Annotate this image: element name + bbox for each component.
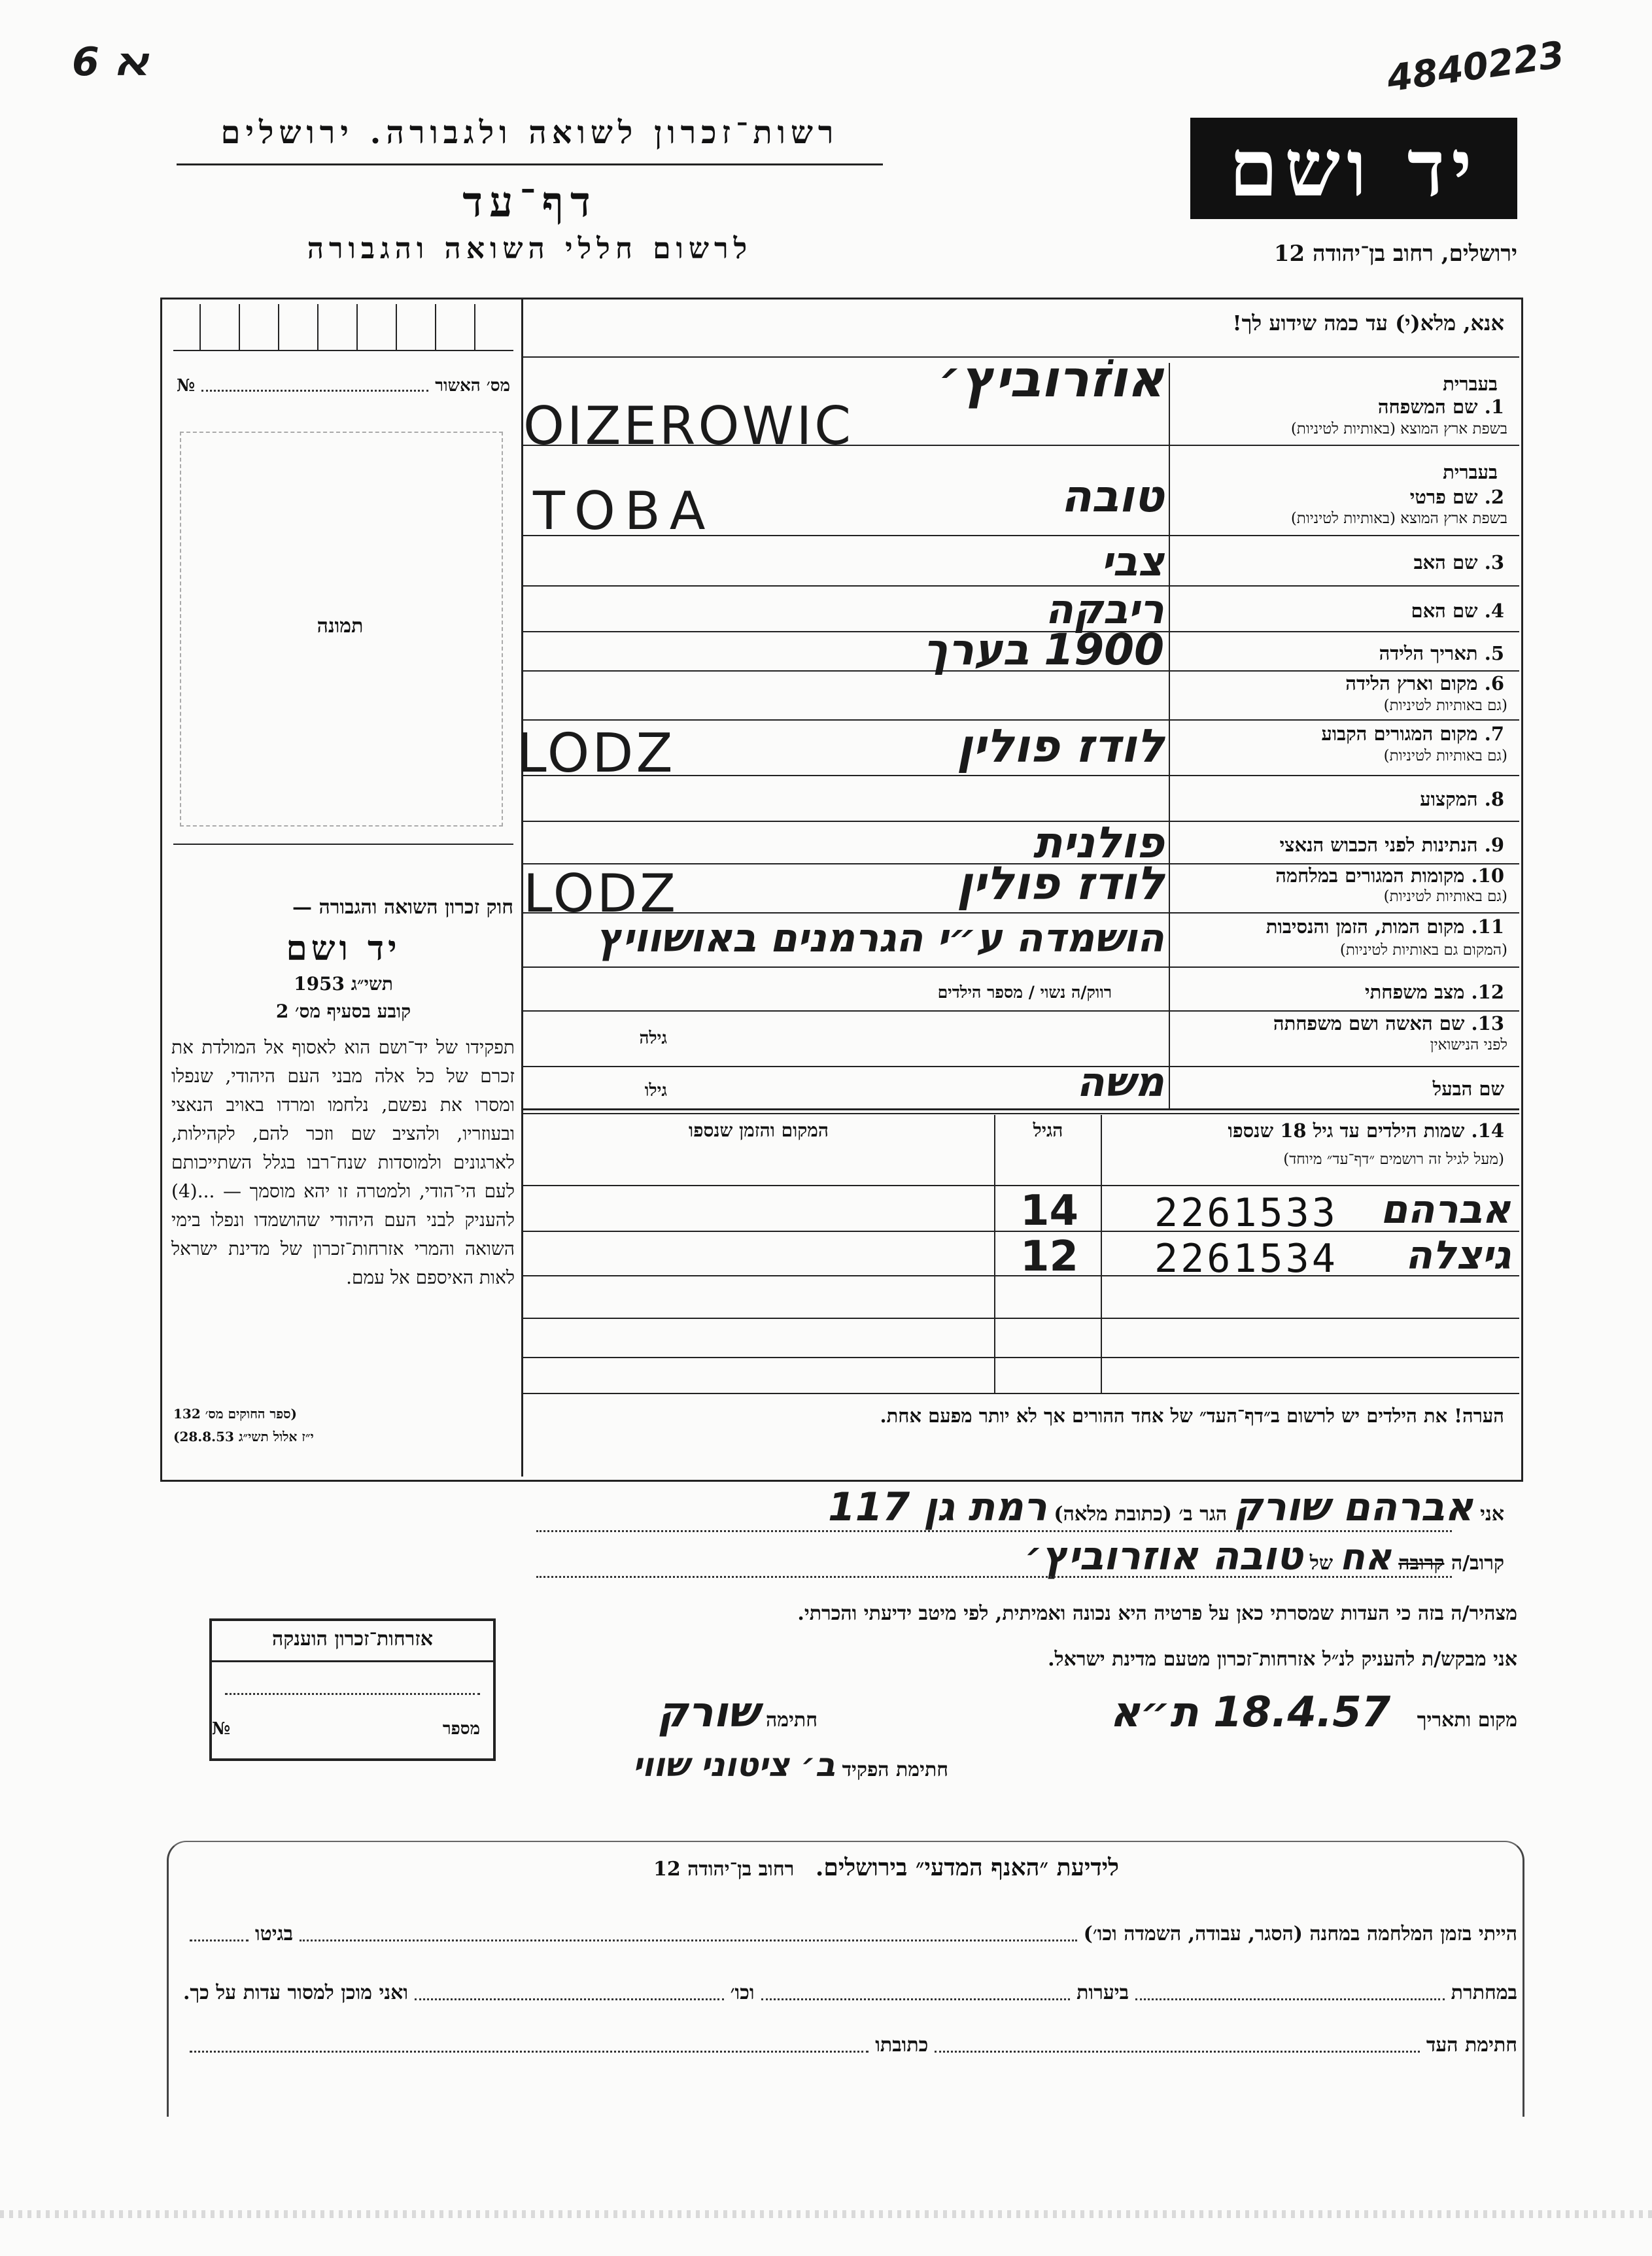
field-11-label: 11. מקום המות, הזמן והנסיבות — [1265, 915, 1504, 938]
law-section: קובע בסעיף מס׳ 2 — [275, 1000, 411, 1022]
residence-latin[interactable]: LODZ — [517, 723, 676, 785]
org-name: רשות־זכרון לשואה ולגבורה. ירושלים — [220, 114, 839, 151]
firstname-hebrew[interactable]: טובה — [1061, 471, 1164, 522]
husband-name[interactable]: משה — [1076, 1058, 1164, 1106]
form-title: דף־עד — [462, 178, 597, 227]
child-1-name[interactable]: אברהם — [1380, 1187, 1511, 1233]
citizenship-box — [209, 1618, 496, 1761]
field-3-label: 3. שם האב — [1413, 551, 1504, 573]
field-2-label: 2. שם פרטי — [1409, 486, 1504, 508]
field-1-sub: בשפת ארץ המוצא (באותיות לטיניות) — [1290, 420, 1507, 437]
field-1-label: 1. שם המשפחה — [1377, 396, 1504, 418]
field-6-sub: (גם באותיות לטיניות) — [1383, 697, 1507, 714]
nationality[interactable]: פולנית — [1033, 817, 1164, 868]
footer-line-1: הייתי בזמן המלחמה במחנה (הסגר, עבודה, השמדה וכו׳) בגיטו — [183, 1923, 1517, 1945]
declarant-line-2: קרוב/ה קרובה אח של טובה אוזרוביץ׳ — [1024, 1533, 1504, 1579]
approval-number — [177, 376, 510, 396]
birth-date[interactable]: 1900 בערך — [923, 624, 1164, 675]
age-header: הגיל — [1033, 1119, 1063, 1141]
child-2-name[interactable]: גיצלה — [1405, 1233, 1511, 1278]
field-7-label: 7. מקום המגורים הקבוע — [1321, 723, 1504, 745]
father-name[interactable]: צבי — [1101, 538, 1164, 585]
archive-number: 4840223 — [1384, 33, 1567, 101]
field-2-sub: בשפת ארץ המוצא (באותיות לטיניות) — [1290, 510, 1507, 527]
law-ref-1: (ספר החוקים מס׳ 132 — [173, 1406, 297, 1422]
husband-label: שם הבעל — [1432, 1078, 1504, 1100]
declarant-relation[interactable]: אח — [1339, 1536, 1392, 1579]
citizenship-box-number: מספר № — [212, 1719, 480, 1739]
field-13-label: 13. שם האשה ושם משפחתה — [1273, 1012, 1504, 1034]
wife-age-label: גילה — [639, 1029, 667, 1048]
code-boxes — [173, 304, 513, 351]
husband-age-label: גילו — [644, 1081, 667, 1101]
residence-hebrew[interactable]: לודז פולין — [957, 719, 1164, 773]
field-5-label: 5. תאריך הלידה — [1379, 642, 1504, 664]
place-header: המקום והזמן שנספו — [689, 1119, 829, 1141]
header-address: ירושלים, רחוב בן־יהודה 12 — [1273, 241, 1517, 267]
approval-label: מס׳ האשור — [435, 376, 510, 396]
law-text: תפקידו של יד־ושם הוא לאסוף אל המולדת את זכרם של כל אלה מבני העם היהודי, שנפלו ומסרו את נפשם, נלחמו ומרדו באויב הנאצי ובעוזריו, ולהציב שם וזכר להם, לקהילות, לארגונים ולמוסדות שנח־רבו בגלל השתייכותם לעם הי־הודי, ולמטרה זו יהא מוסמך — ...(4) להעניק לבני העם היהודי שהושמדו ונפלו בימי השואה והמרי אזרחות־זכרון של מדינת ישראל לאות האיספם אל עמם. — [171, 1036, 515, 1288]
request-text: אני מבקש/ת להעניק לנ״ל אזרחות־זכרון מטעם מדינת ישראל. — [1048, 1648, 1517, 1671]
children-sub: (מעל לגיל זה רושמים ״דף־עד״ מיוחד) — [1283, 1151, 1504, 1168]
field-12-printed: רווק/ה נשוי / מספר הילדים — [937, 983, 1112, 1002]
field-7-sub: (גם באותיות לטיניות) — [1383, 747, 1507, 764]
corner-mark: ﬡ 6 — [72, 39, 150, 85]
child-2-stamp: 2261534 — [1154, 1236, 1338, 1282]
declarant-address[interactable]: רמת גן 117 — [827, 1484, 1047, 1530]
children-label: 14. שמות הילדים עד גיל 18 שנספו — [1228, 1119, 1504, 1142]
footer-slip — [167, 1841, 1524, 2117]
field-11-sub: (המקום גם באותיות לטיניות) — [1339, 942, 1507, 959]
death-place[interactable]: הושמדה ע״י הגרמנים באושוויץ — [596, 915, 1164, 961]
child-1-stamp: 2261533 — [1154, 1190, 1338, 1236]
form-intro: אנא, מלא(י) עד כמה שידוע לך! — [1232, 311, 1504, 335]
child-1-age[interactable]: 14 — [1020, 1187, 1079, 1235]
field-12-label: 12. מצב משפחתי — [1365, 981, 1504, 1003]
in-hebrew-1: בעברית — [1443, 373, 1498, 395]
children-note: הערה! את הילדים יש לרשום ב״דף־העד״ של אחד ההורים אך לא יותר מפעם אחת. — [880, 1405, 1504, 1427]
footer-line-2: במחתרת ביערות וכו׳ ואני מוכן למסור עדות על כך. — [182, 1981, 1517, 2004]
approval-no-sign: № — [177, 376, 196, 396]
footer-title-row: לידיעת ״האנף המדעי״ בירושלים. רחוב בן־יהודה 12 — [653, 1854, 1119, 1881]
citizenship-box-title: אזרחות־זכרון הוענקה — [271, 1628, 434, 1650]
declarant-name[interactable]: אברהם שורק — [1233, 1484, 1473, 1530]
firstname-latin[interactable]: TOBA — [533, 481, 715, 541]
form-subtitle: לרשום חללי השואה והגבורה — [307, 232, 753, 265]
clerk-signature[interactable]: ב׳ ציטוני שווי — [632, 1746, 836, 1784]
deceased-name-repeat[interactable]: טובה אוזרוביץ׳ — [1024, 1533, 1303, 1579]
declaration-text: מצהיר/ה בזה כי העדות שמסרתי כאן על פרטיה היא נכונה ואמיתית, לפי מיטב ידיעתי והכרתי. — [797, 1602, 1517, 1625]
field-6-label: 6. מקום וארץ הלידה — [1345, 672, 1504, 694]
field-10-label: 10. מקומות המגורים במלחמה — [1275, 864, 1504, 887]
place-date-value[interactable]: 18.4.57 ת״א — [1109, 1688, 1391, 1737]
declarant-signature[interactable]: שורק — [657, 1688, 759, 1737]
law-title: חוק זכרון השואה והגבורה — — [292, 896, 513, 919]
declarant-line-1: אני אברהם שורק הגר ב׳ (כתובת מלאה) רמת גן 117 — [827, 1484, 1504, 1530]
place-date-row: מקום ותאריך 18.4.57 ת״א — [1109, 1688, 1517, 1737]
signature-row: חתימה שורק — [657, 1688, 817, 1737]
surname-latin[interactable]: OIZEROWIC — [523, 396, 854, 456]
law-ref-2: י״ז אלול תשי״ג 28.8.53) — [173, 1429, 314, 1444]
scan-artifact — [0, 2210, 1652, 2218]
wartime-residence-hebrew[interactable]: לודז פולין — [957, 857, 1164, 910]
field-4-label: 4. שם האם — [1411, 600, 1504, 622]
field-9-label: 9. הנתינות לפני הכבוש הנאצי — [1279, 834, 1504, 856]
in-hebrew-2: בעברית — [1443, 461, 1498, 483]
yad-vashem-logo: יד ושם — [1190, 118, 1517, 219]
surname-hebrew[interactable]: אוֹזרוביץ׳ — [938, 350, 1164, 409]
footer-line-3: חתימת העד כתובתו — [183, 2034, 1517, 2057]
law-year: תשי״ג 1953 — [294, 973, 393, 995]
clerk-row: חתימת הפקיד ב׳ ציטוני שווי — [632, 1746, 948, 1784]
photo-label: תמונה — [317, 615, 364, 638]
field-8-label: 8. המקצוע — [1420, 788, 1504, 810]
sidebar-logo: יד ושם — [286, 929, 401, 968]
child-2-age[interactable]: 12 — [1020, 1233, 1079, 1281]
wartime-residence-latin[interactable]: LODZ — [523, 863, 679, 924]
mother-name[interactable]: ריבקה — [1045, 585, 1164, 633]
field-10-sub: (גם באותיות לטיניות) — [1383, 888, 1507, 905]
field-13-sub: לפני הנישואין — [1430, 1036, 1507, 1053]
